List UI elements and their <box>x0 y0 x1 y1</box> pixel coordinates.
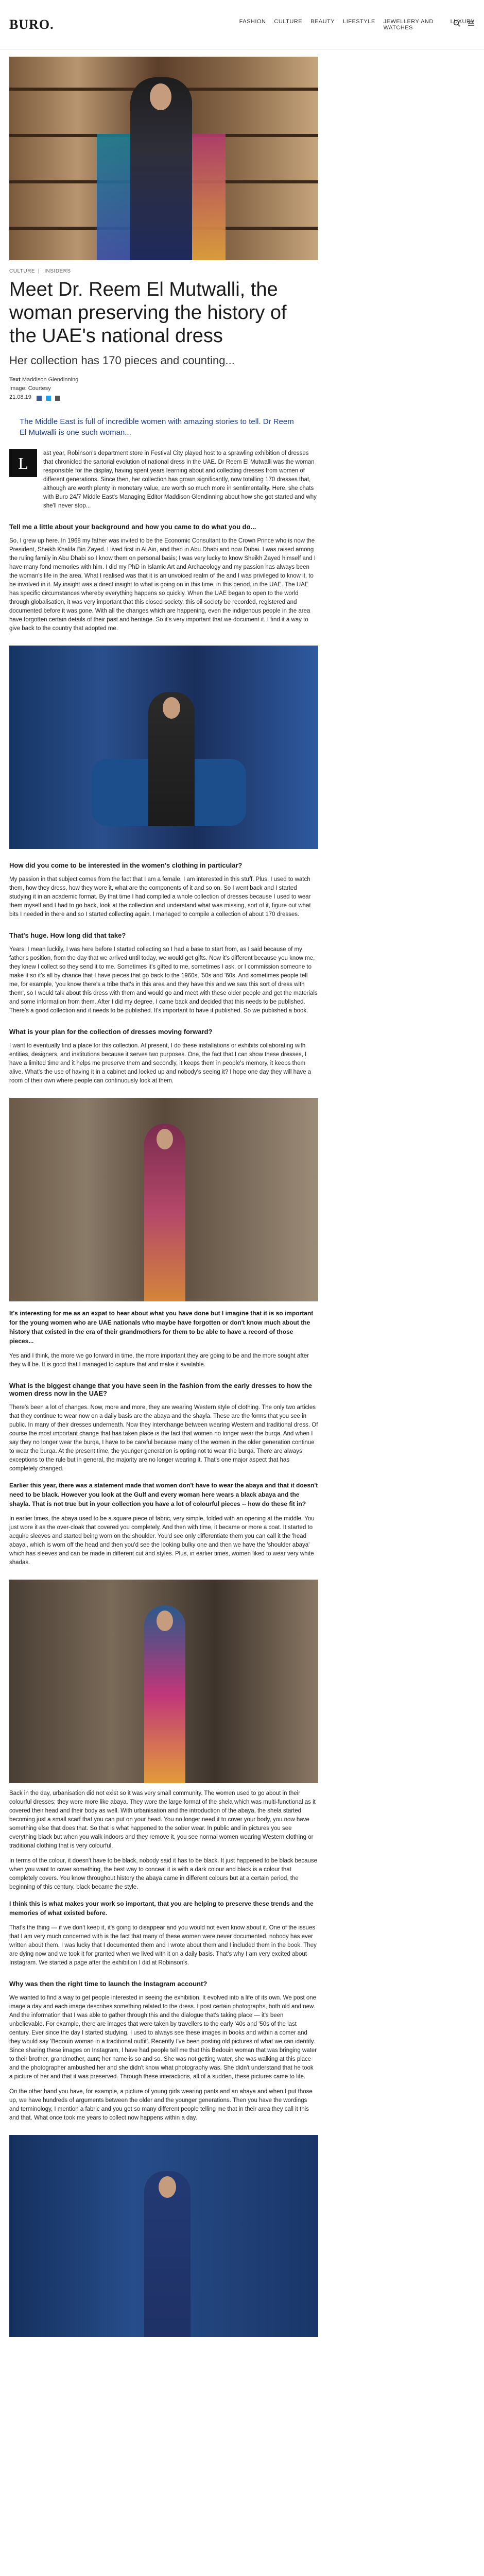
facebook-icon[interactable] <box>37 395 42 400</box>
question-heading: What is the biggest change that you have seen in the fashion from the early dresses to how the women dress now in the UAE? <box>9 1382 313 1397</box>
nav-beauty[interactable]: BEAUTY <box>310 18 335 25</box>
email-icon[interactable] <box>55 395 60 400</box>
article-image <box>9 2135 318 2337</box>
answer-paragraph: On the other hand you have, for example, a picture of young girls wearing pants and an abaya and when I put those up, we have hundreds of arguments between the older and the younger generations. Then you have the wordings and terminology, I mention a fabric and you get so many different people telling me that in their area they call it this and that. What once took me years to collect now happens within a day. <box>9 2089 313 2121</box>
image-label: Image <box>9 385 25 392</box>
answer-paragraph: There's been a lot of changes. Now, more and more, they are wearing Western style of clothing. The only two articles that they continue to wear now on a daily basis are the abaya and the shayla. These are the forms that you see in public. In many of their dresses underneath. Now they interchange between wearing Western and traditional dress. Of course the most important change that has taken place is the fact that women no longer wear the burqa. And when I say they no longer wear the burqa, I have to be careful because many of the women in the older generation continue to wear the burqa. At the present time, the younger generation is opting not to wear the burqa. There are always exceptions to the rule but in general, the majority are no longer wearing it. That's one major aspect that has completely changed. <box>9 1404 318 1472</box>
breadcrumb-culture[interactable]: CULTURE <box>9 268 35 274</box>
question-heading: How did you come to be interested in the women's clothing in particular? <box>9 861 243 869</box>
answer-paragraph: I want to eventually find a place for this collection. At present, I do these installations or exhibits collaborating with entities, designers, and institutions because it serves two purposes. One, the fact that I can show these dresses, I have a limited time and it helps me preserve them and secondly, it keeps them in people's memory, it keeps them alive. What's the use of having it in a cabinet and locked up and nobody's seeing it? I hope one day they will have a room of their own where people can continuously look at them. <box>9 1043 312 1084</box>
nav-lifestyle[interactable]: LIFESTYLE <box>343 18 375 25</box>
answer-paragraph: In earlier times, the abaya used to be a square piece of fabric, very simple, folded with an opening at the middle. You just wore it as the over-cloak that covered you completely. And then with time, it became or more a coat. It started to acquire sleeves and started being worn on the shoulder. You'd see only differentiate them you can call it the 'head abaya', which is worn off the head and then you'd see the looking bulky one and then we have the 'shoulder abaya' which has sleeves and can be made in different cut and styles. Plus, in earlier times, women liked to wear very white shadas. <box>9 1516 315 1566</box>
answer-paragraph: Years. I mean luckily, I was here before I started collecting so I had a base to start from, as I said because of my father's position, from the day that we arrived until today, we would get gifts. Now it's different because you know me, they knew I collect so they send it to me. Sometimes it's gifted to me, sometimes I ask, or I commission someone to make it so it's all by chance that I have pieces that go back to the 1960s, '50s and '60s. And sometimes people tell me, for example, 'you know there's a tribe that's in this area and they have this and we saw this sort of dress with them', so I would talk about this dress with them and would go and meet with these older people and get the materials and some information from them. After I did my degree, I came back and decided that this needs to be published. There's a good collection and it needs to be published. It's important to have it published. So we published a book. <box>9 946 318 1014</box>
author-name[interactable]: Maddison Glendinning <box>22 377 79 383</box>
article-subtitle: Her collection has 170 pieces and counting... <box>9 354 235 367</box>
site-header <box>0 0 484 49</box>
article <box>9 57 318 2337</box>
nav-luxury[interactable]: LUXURY <box>450 18 475 25</box>
question-heading: I think this is what makes your work so important, that you are helping to preserve these trends and the memories of what existed before. <box>9 1900 314 1917</box>
breadcrumb-insiders[interactable]: INSIDERS <box>44 268 71 274</box>
intro-text: ast year, Robinson's department store in Festival City played host to a sprawling exhibition of dresses that chronicled the sartorial evolution of national dress in the UAE. Dr Reem El Mutwalli was the woman responsible for the display, having spent years learning about and collecting dresses from women of different generations. Since then, her collection has grown significantly, now totalling 170 dresses that, although are worth plenty in monetary value, are worth so much more in sentimentality. Here, she chats with Buro 24/7 Middle East's Managing Editor Maddison Glendinning about how she got started and why she'll never stop... <box>43 450 317 509</box>
question-heading: That's huge. How long did that take? <box>9 931 126 939</box>
menu-icon[interactable] <box>468 20 475 27</box>
nav-fashion[interactable]: FASHION <box>239 18 266 25</box>
answer-paragraph: In terms of the colour, it doesn't have to be black, nobody said it has to be black. It just happened to be black because when you want to cover something, the best way to conceal it is with a dark colour and black is a colour that completely covers. You know throughout history the abaya came in different colours but at a certain period, the beginning of this century, black became the style. <box>9 1858 318 1890</box>
hero-image <box>9 57 318 260</box>
answer-paragraph: That's the thing — if we don't keep it, it's going to disappear and you would not even know about it. One of the issues that I am very much concerned with is the fact that many of these women were never documented, nobody has ever written about them. I was lucky that I documented them and I wrote about them and I included them in the book. They are dying now and we took it for granted when we lived with it on a daily basis. That's why I am very excited about Instagram. We started a page after the exhibition I did at Robinson's. <box>9 1925 317 1966</box>
intro-paragraph <box>9 449 318 511</box>
article-image <box>9 1580 318 1783</box>
breadcrumb: CULTURE | INSIDERS <box>9 268 71 274</box>
share-icons <box>37 395 60 400</box>
question-heading: What is your plan for the collection of dresses moving forward? <box>9 1028 213 1036</box>
article-meta: Text Maddison Glendinning Image: Courtesy 21.08.19 <box>9 376 318 402</box>
nav-culture[interactable]: CULTURE <box>274 18 303 25</box>
search-icon[interactable] <box>453 20 460 27</box>
text-label: Text <box>9 377 21 383</box>
answer-paragraph: Back in the day, urbanisation did not exist so it was very small community. The women used to go about in their colourful dresses; they were more like abaya. They wore the large format of the shela which was multi-functional as it covered their head and their body as well. With urbanisation and the introduction of the abaya, the shela started becoming just a small scarf that you can put on your head. You no longer need it to cover your body, you now have something else that does that. So that is what happened to the sober wear. In public and in pictures you see everything black but when you walk indoors and they remove it, you see normal women wearing Western clothing or traditional clothing that is very colourful. <box>9 1790 316 1849</box>
question-heading: Why was then the right time to launch the Instagram account? <box>9 1980 208 1988</box>
main-nav <box>239 19 475 31</box>
answer-paragraph: We wanted to find a way to get people interested in seeing the exhibition. It evolved into a life of its own. We post one image a day and each image describes something related to the dress. I post certain photographs, both old and new. And the information that I was able to gather through this and the dialogue that's taking place — it's been unbelievable. For example, there are images that were taken by travellers to the early '40s and '50s of the last century. Ever since the day I started studying, I used to always see these images in books and within a comer and they would say 'Bedouin woman in a traditional outfit'. Recently I've been posting old pictures of what we can identify. Since sharing these images on Instagram, I have had people tell me that this Bedouin woman that was bringing water to their brother, grandmother, aunt; her name is so and so. She was not getting water, she was walking at this place and the photographer ambushed her and she didn't know what photography was. She didn't understand that he took a picture of her and that it was preserved. Through these interactions, all of a sudden, these pictures came to life. <box>9 1995 317 2080</box>
article-image <box>9 1098 318 1301</box>
article-title: Meet Dr. Reem El Mutwalli, the woman preserving the history of the UAE's national dress <box>9 279 287 347</box>
header-icons <box>453 20 475 27</box>
image-credit: Courtesy <box>28 385 51 392</box>
site-logo[interactable]: BURO. <box>9 16 54 32</box>
question-heading: Tell me a little about your background and how you came to do what you do... <box>9 523 256 531</box>
publish-date: 21.08.19 <box>9 394 31 400</box>
article-image <box>9 646 318 849</box>
dropcap: L <box>9 449 37 477</box>
answer-paragraph: My passion in that subject comes from the fact that I am a female, I am interested in this stuff. Plus, I used to watch them, how they dress, how they wore it, what are the components of it and so on. So I went back and I started studying it in an academic format. By that time I had compiled a whole collection of dresses because I used to wear them myself and I had to go back, look at the collection and understand what was missing, sort of it, figure out what bits I needed in there and so I started collecting again. I managed to compile a collection of about 170 dresses. <box>9 876 311 918</box>
nav-jewellery-watches[interactable]: JEWELLERY AND WATCHES <box>383 18 434 31</box>
question-heading: It's interesting for me as an expat to hear about what you have done but I imagine that it is so important for the young women who are UAE nationals who maybe have forgotten or don't know much about the history that existed in the era of their grandmothers for them to be able to have a record of those pieces... <box>9 1310 314 1345</box>
question-heading: Earlier this year, there was a statement made that women don't have to wear the abaya and that it doesn't need to be black. However you look at the Gulf and every woman here wears a black abaya and the shayla. That is not true but in your collection you have a lot of colourful pieces -- how do these fit in? <box>9 1482 318 1507</box>
article-standfirst: The Middle East is full of incredible women with amazing stories to tell. Dr Reem El Mutwalli is one such woman... <box>20 417 294 437</box>
twitter-icon[interactable] <box>46 395 51 400</box>
answer-paragraph: Yes and I think, the more we go forward in time, the more important they are going to be and the more sought after they will be. It is good that I managed to capture that and make it available. <box>9 1353 309 1368</box>
answer-paragraph: So, I grew up here. In 1968 my father was invited to be the Economic Consultant to the Crown Prince who is now the President, Sheikh Khalifa Bin Zayed. I lived first in Al Ain, and then in Abu Dhabi and now Dubai. I was raised among the ruling family in Abu Dhabi so I know them on personal basis; I was very lucky to know Sheikh Zayed himself and I have many fond memories with him. I did my PhD in Islamic Art and Archaeology and my passion has always been the woman's life in the area. What I realised was that it is an unvoiced realm of the and I was privileged to know it, to be involved in it. My insight was a direct insight to what is going on in this time, in this period, in the UAE. The UAE has specific circumstances whereby everything happens so quickly. When the UAE began to open to the world through globalisation, it was very important that this closed society, this oil society be recorded, registered and documented before it was gone. With all the changes which are happening, even the indigenous people in the area have forgotten certain details of their past and heritage. So it's very important that we document it. I find it a way to give back to the country that adopted me. <box>9 538 316 632</box>
